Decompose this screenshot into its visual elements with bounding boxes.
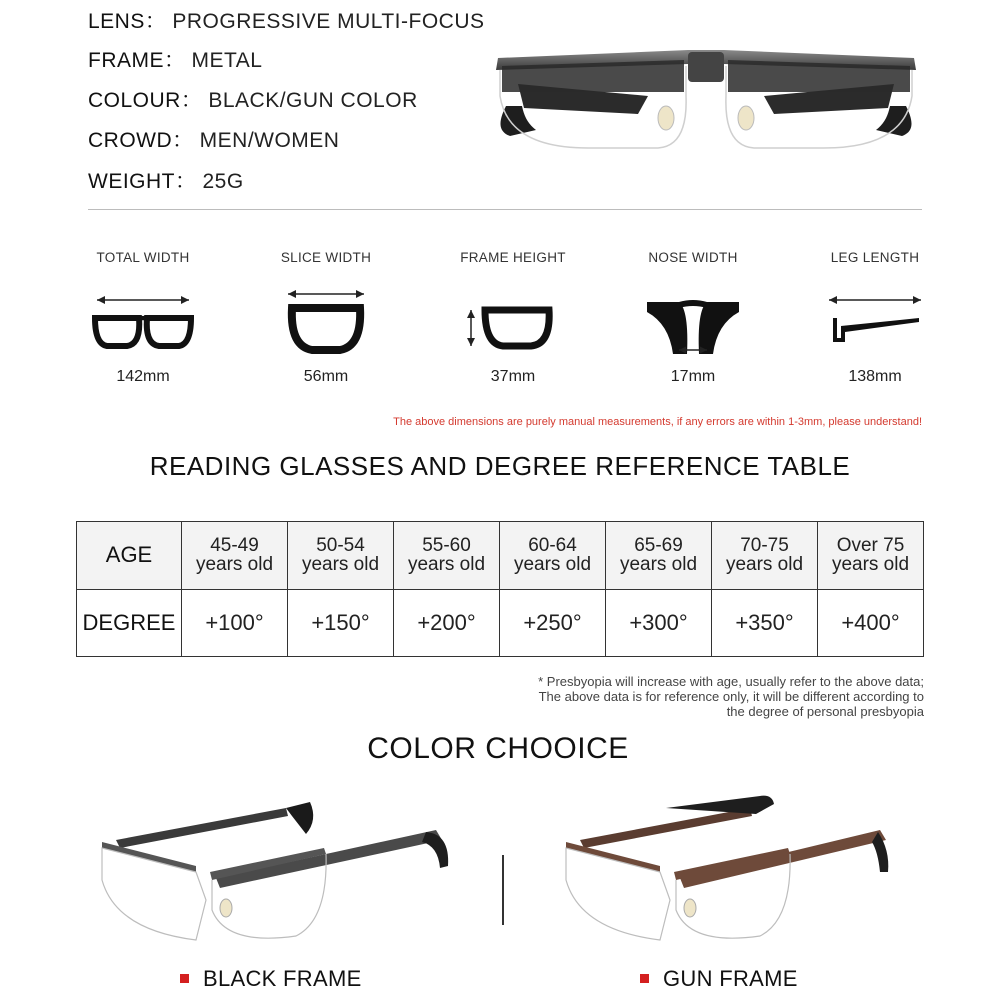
age-range: 60-64 xyxy=(528,535,577,557)
age-cell xyxy=(606,522,712,590)
table-title: READING GLASSES AND DEGREE REFERENCE TABLE xyxy=(149,451,851,481)
spec-value: 25G xyxy=(202,170,244,193)
color-option-label: GUN FRAME xyxy=(663,966,798,991)
dimension-value: 142mm xyxy=(116,368,170,385)
leg-length-icon xyxy=(785,280,965,360)
red-square-icon xyxy=(180,974,189,983)
frame-height-icon xyxy=(423,280,603,360)
age-unit: years old xyxy=(619,554,698,576)
dimension-label: FRAME HEIGHT xyxy=(460,250,566,265)
spec-value: METAL xyxy=(191,49,263,72)
dimension-label: NOSE WIDTH xyxy=(648,250,738,265)
dimension-label: SLICE WIDTH xyxy=(280,250,372,265)
degree-cell: +250° xyxy=(500,589,606,657)
spec-value: PROGRESSIVE MULTI-FOCUS xyxy=(172,10,485,33)
age-cell xyxy=(394,522,500,590)
spec-lens xyxy=(88,5,485,35)
dimension-frame-height xyxy=(423,250,603,385)
dimension-value: 138mm xyxy=(848,368,902,385)
age-unit: years old xyxy=(725,554,804,576)
slice-width-icon xyxy=(236,280,416,360)
black-frame-image xyxy=(96,790,466,950)
spec-key: CROWD： xyxy=(88,129,194,152)
spec-value: MEN/WOMEN xyxy=(199,129,340,152)
measurement-note: The above dimensions are purely manual measurements, if any errors are within 1-3mm, please understand! xyxy=(393,416,922,428)
degree-cell: +300° xyxy=(606,589,712,657)
spec-key: LENS： xyxy=(88,10,167,33)
dimension-label: TOTAL WIDTH xyxy=(96,250,190,265)
age-unit: years old xyxy=(513,554,592,576)
color-option-gun[interactable] xyxy=(640,966,798,992)
color-option-black[interactable] xyxy=(180,966,362,992)
dimension-label: LEG LENGTH xyxy=(830,250,920,265)
table-row-age xyxy=(77,522,924,590)
dimension-nose-width xyxy=(603,250,783,385)
degree-cell: +200° xyxy=(394,589,500,657)
age-unit: years old xyxy=(831,554,910,576)
age-cell xyxy=(288,522,394,590)
dimension-total-width xyxy=(53,250,233,385)
age-range: Over 75 xyxy=(836,535,905,557)
degree-cell: +150° xyxy=(288,589,394,657)
red-square-icon xyxy=(640,974,649,983)
age-cell xyxy=(818,522,924,590)
dimension-value: 17mm xyxy=(670,368,716,385)
spec-crowd xyxy=(88,124,339,154)
dimension-leg-length xyxy=(785,250,965,385)
age-cell xyxy=(182,522,288,590)
table-row-degree xyxy=(77,589,924,657)
presbyopia-footnote xyxy=(538,674,924,719)
age-range: 65-69 xyxy=(634,535,683,557)
color-choice-title: COLOR CHOOICE xyxy=(367,732,629,765)
degree-reference-table xyxy=(76,521,924,657)
color-option-label: BLACK FRAME xyxy=(203,966,362,991)
dimension-value: 37mm xyxy=(490,368,536,385)
spec-weight xyxy=(88,165,244,195)
dimension-value: 56mm xyxy=(303,368,349,385)
dimension-slice-width xyxy=(236,250,416,385)
age-header: AGE xyxy=(77,522,182,590)
age-range: 55-60 xyxy=(422,535,471,557)
age-cell xyxy=(712,522,818,590)
color-divider xyxy=(502,855,504,925)
degree-cell: +350° xyxy=(712,589,818,657)
spec-key: WEIGHT： xyxy=(88,170,197,193)
age-range: 70-75 xyxy=(740,535,789,557)
glasses-front-image xyxy=(488,36,928,156)
footnote-line: The above data is for reference only, it will be different according to xyxy=(538,689,924,704)
age-unit: years old xyxy=(301,554,380,576)
degree-cell: +100° xyxy=(182,589,288,657)
section-divider xyxy=(88,209,922,210)
age-range: 50-54 xyxy=(316,535,365,557)
footnote-line: the degree of personal presbyopia xyxy=(726,704,924,719)
age-cell xyxy=(500,522,606,590)
gun-frame-image xyxy=(560,790,930,950)
footnote-line: * Presbyopia will increase with age, usually refer to the above data; xyxy=(538,674,924,689)
spec-value: BLACK/GUN COLOR xyxy=(208,89,418,112)
age-unit: years old xyxy=(195,554,274,576)
spec-colour xyxy=(88,84,418,114)
total-width-icon xyxy=(53,280,233,360)
spec-key: COLOUR： xyxy=(88,89,203,112)
age-unit: years old xyxy=(407,554,486,576)
nose-width-icon xyxy=(603,280,783,360)
degree-cell: +400° xyxy=(818,589,924,657)
spec-key: FRAME： xyxy=(88,49,186,72)
age-range: 45-49 xyxy=(210,535,259,557)
spec-frame xyxy=(88,44,262,74)
degree-header: DEGREE xyxy=(77,589,182,657)
